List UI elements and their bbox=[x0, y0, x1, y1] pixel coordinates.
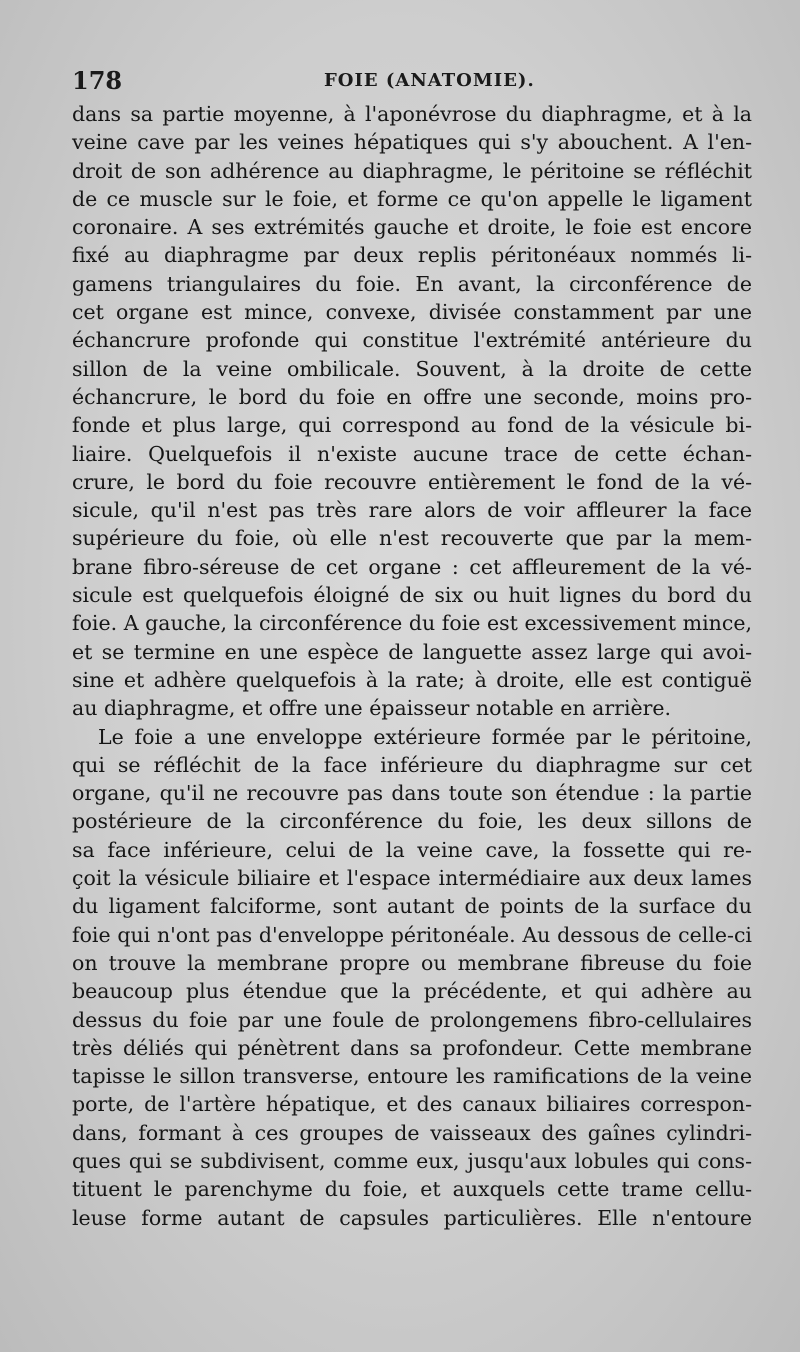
text-line: et se termine en une espèce de languette assez large qui avoi- bbox=[72, 639, 752, 664]
text-line: fonde et plus large, qui correspond au fond de la vésicule bi- bbox=[72, 413, 752, 438]
text-line: tapisse le sillon transverse, entoure les ramifications de la veine bbox=[72, 1064, 752, 1089]
text-line: sine et adhère quelquefois à la rate; à droite, elle est contiguë bbox=[72, 667, 752, 692]
paragraph bbox=[72, 723, 752, 1232]
text-line: ques qui se subdivisent, comme eux, jusqu'aux lobules qui cons- bbox=[72, 1148, 752, 1173]
page-header bbox=[72, 66, 752, 100]
text-line: porte, de l'artère hépatique, et des canaux biliaires correspon- bbox=[72, 1092, 752, 1117]
text-line: droit de son adhérence au diaphragme, le péritoine se réfléchit bbox=[72, 158, 752, 183]
text-line: foie qui n'ont pas d'enveloppe péritonéale. Au dessous de celle-ci bbox=[72, 922, 752, 947]
text-line: échancrure, le bord du foie en offre une seconde, moins pro- bbox=[72, 384, 752, 409]
text-line: qui se réfléchit de la face inférieure du diaphragme sur cet bbox=[72, 752, 752, 777]
text-line: fixé au diaphragme par deux replis péritonéaux nommés li- bbox=[72, 243, 752, 268]
text-line: liaire. Quelquefois il n'existe aucune trace de cette échan- bbox=[72, 441, 752, 466]
text-line: supérieure du foie, où elle n'est recouverte que par la mem- bbox=[72, 526, 752, 551]
text-line: sicule est quelquefois éloigné de six ou huit lignes du bord du bbox=[72, 583, 752, 608]
text-line: postérieure de la circonférence du foie, les deux sillons de bbox=[72, 809, 752, 834]
running-head: FOIE (ANATOMIE). bbox=[324, 70, 535, 91]
text-line: brane fibro-séreuse de cet organe : cet affleurement de la vé- bbox=[72, 554, 752, 579]
page-number: 178 bbox=[72, 66, 123, 95]
text-line: tituent le parenchyme du foie, et auxquels cette trame cellu- bbox=[72, 1177, 752, 1202]
text-line: veine cave par les veines hépatiques qui s'y abouchent. A l'en- bbox=[72, 130, 752, 155]
text-line: cet organe est mince, convexe, divisée constamment par une bbox=[72, 300, 752, 325]
text-line: sicule, qu'il n'est pas très rare alors de voir affleurer la face bbox=[72, 498, 752, 523]
text-line: çoit la vésicule biliaire et l'espace intermédiaire aux deux lames bbox=[72, 866, 752, 891]
text-line: Le foie a une enveloppe extérieure formée par le péritoine, bbox=[98, 724, 752, 749]
text-line: dessus du foie par une foule de prolongemens fibro-cellulaires bbox=[72, 1007, 752, 1032]
text-line: coronaire. A ses extrémités gauche et droite, le foie est encore bbox=[72, 215, 752, 240]
text-line: leuse forme autant de capsules particulières. Elle n'entoure bbox=[72, 1205, 752, 1230]
text-line: crure, le bord du foie recouvre entièrement le fond de la vé- bbox=[72, 469, 752, 494]
body-text bbox=[72, 100, 752, 1232]
text-line: très déliés qui pénètrent dans sa profondeur. Cette membrane bbox=[72, 1035, 752, 1060]
text-line: de ce muscle sur le foie, et forme ce qu'on appelle le ligament bbox=[72, 186, 752, 211]
text-line: organe, qu'il ne recouvre pas dans toute son étendue : la partie bbox=[72, 781, 752, 806]
text-line: gamens triangulaires du foie. En avant, la circonférence de bbox=[72, 271, 752, 296]
text-line: dans, formant à ces groupes de vaisseaux des gaînes cylindri- bbox=[72, 1120, 752, 1145]
text-line: échancrure profonde qui constitue l'extrémité antérieure du bbox=[72, 328, 752, 353]
text-line: sa face inférieure, celui de la veine cave, la fossette qui re- bbox=[72, 837, 752, 862]
text-line: dans sa partie moyenne, à l'aponévrose du diaphragme, et à la bbox=[72, 102, 752, 126]
paragraph bbox=[72, 100, 752, 723]
text-line: foie. A gauche, la circonférence du foie est excessivement mince, bbox=[72, 611, 752, 636]
text-line: au diaphragme, et offre une épaisseur notable en arrière. bbox=[72, 696, 672, 721]
text-line: du ligament falciforme, sont autant de points de la surface du bbox=[72, 894, 752, 919]
text-line: on trouve la membrane propre ou membrane fibreuse du foie bbox=[72, 950, 752, 975]
text-line: sillon de la veine ombilicale. Souvent, à la droite de cette bbox=[72, 356, 752, 381]
text-line: beaucoup plus étendue que la précédente, et qui adhère au bbox=[72, 979, 752, 1004]
